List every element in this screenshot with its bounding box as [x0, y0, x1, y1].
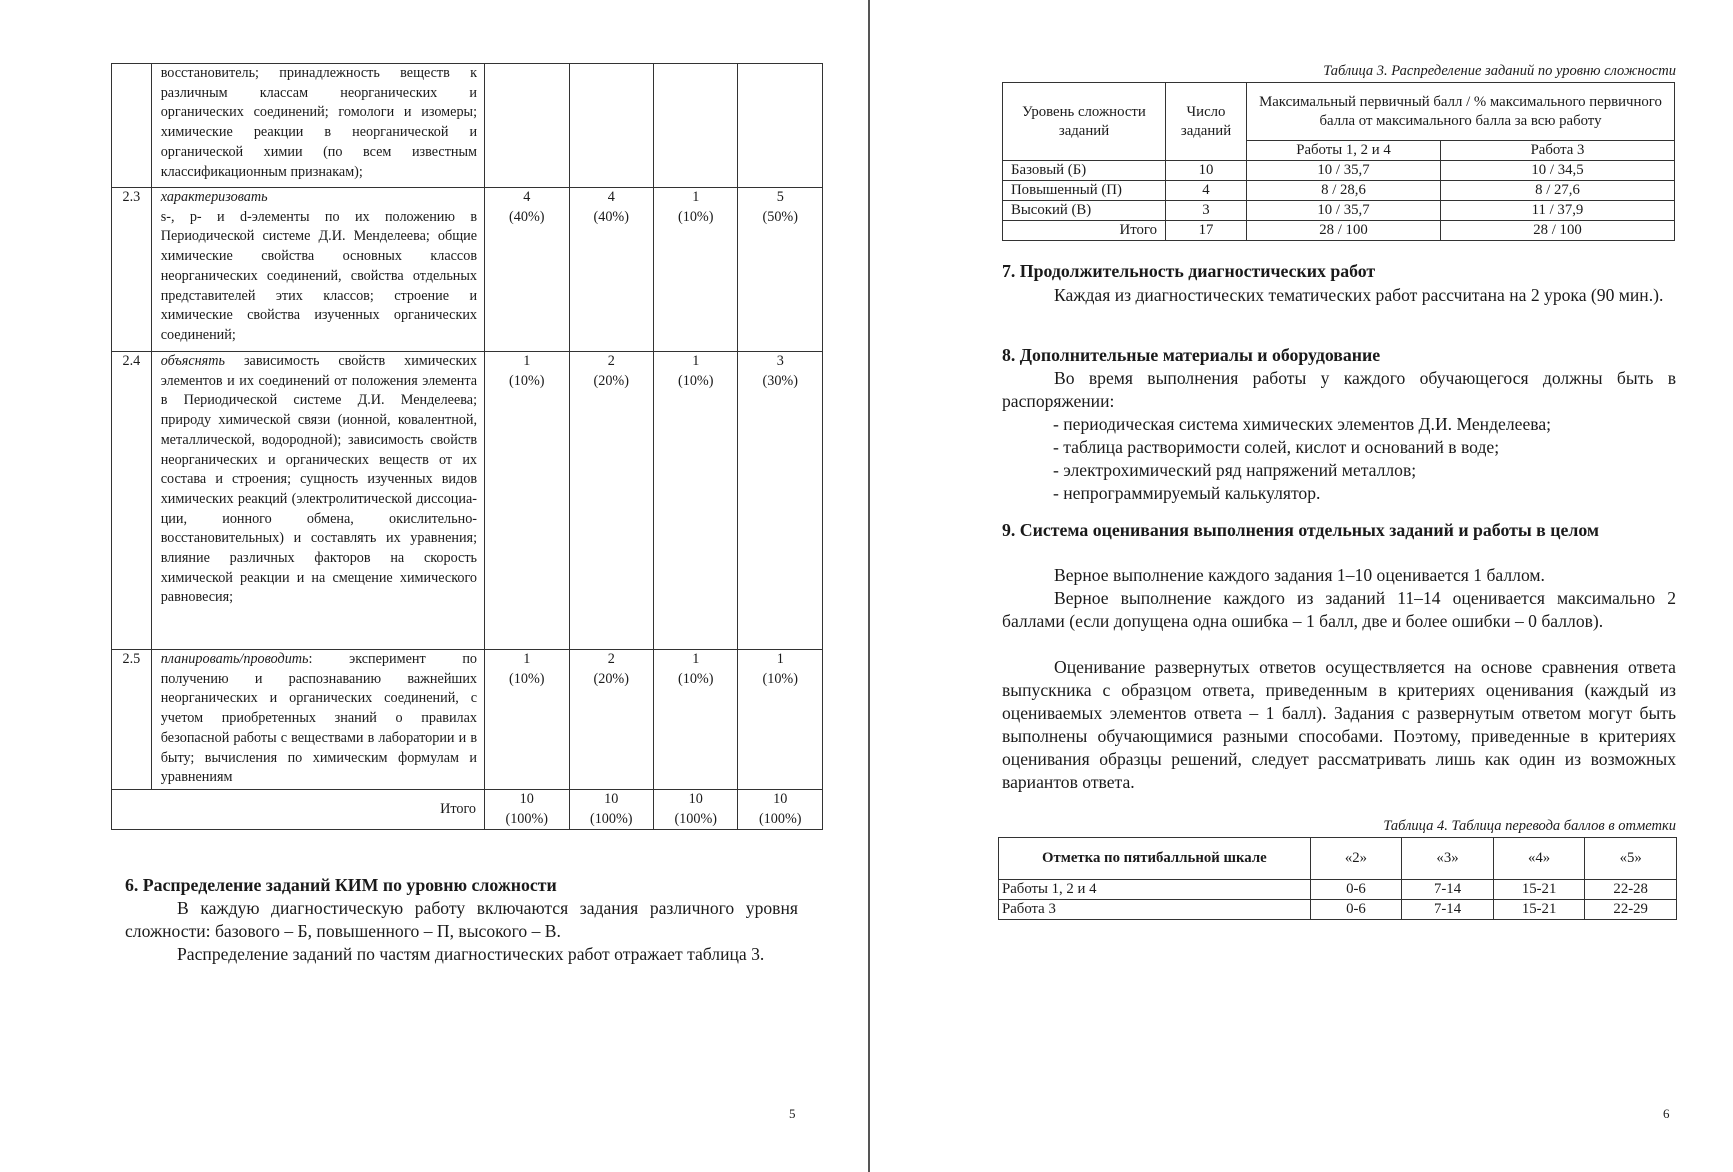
- cell-work-4: 3 (30%): [738, 352, 823, 650]
- header-works-1-2-4: Работы 1, 2 и 4: [1247, 141, 1441, 161]
- grade-conversion-table: [998, 837, 1677, 920]
- equipment-list-item: - периодическая система химических элементов Д.И. Менделеева;: [1053, 414, 1552, 434]
- level-cell: Высокий (В): [1003, 201, 1166, 221]
- grade-5-cell: 22-28: [1585, 880, 1677, 900]
- row-description: [151, 650, 484, 790]
- page-number: 6: [1663, 1106, 1670, 1121]
- table-row: [1003, 161, 1675, 181]
- level-cell: Повышенный (П): [1003, 181, 1166, 201]
- header-grade-3: «3»: [1402, 838, 1494, 880]
- table-4-caption: Таблица 4. Таблица перевода баллов в отметки: [1383, 818, 1676, 834]
- cell-work-1: 1 (10%): [485, 352, 569, 650]
- row-skill-text: восстановитель; принадлежность веществ к различным классам неорганических и органических соединений; гомологи и изомеры; химические реакции в неорганической и органической химии (по всем известным классификационным признакам);: [160, 65, 478, 180]
- section-6-title: 6. Распределение заданий КИМ по уровню сложности: [125, 875, 557, 895]
- total-work-3-cell: 28 / 100: [1441, 221, 1675, 241]
- cell-work-3: 1 (10%): [654, 352, 738, 650]
- section-9-paragraph-3: Оценивание развернутых ответов осуществляется на основе сравнения ответа выпускника с образцом ответа, приведенным в критериях оценивания (каждый из оцениваемых элементов ответа – 1 балл). Задания с развернутым ответом могут быть выполнены обучающимися разными способами. Поэтому, приведенные в критериях оценивания образцы решений, следует рассматривать лишь как один из возможных вариантов ответа.: [1002, 657, 1676, 792]
- work-3-cell: 11 / 37,9: [1441, 201, 1675, 221]
- section-9-title: 9. Система оценивания выполнения отдельных заданий и работы в целом: [1002, 520, 1599, 540]
- row-label: Работы 1, 2 и 4: [999, 880, 1311, 900]
- row-number: [112, 64, 152, 188]
- cell-work-2: [569, 64, 653, 188]
- section-6-paragraph-1: В каждую диагностическую работу включаются задания различного уровня сложности: базового – Б, повышенного – П, высокого – В.: [125, 898, 798, 941]
- grade-4-cell: 15-21: [1493, 900, 1585, 920]
- row-description: [151, 188, 484, 352]
- page-number: 5: [789, 1106, 796, 1121]
- cell-work-4: [738, 64, 823, 188]
- grade-5-cell: 22-29: [1585, 900, 1677, 920]
- row-skill-text: зависимость свойств химических элементов и их соединений от положения элемента в Периодической системе Д.И. Менделеева; природу химической связи (ионной, ковалентной, металлической, водородной); зависимость свойств неорганических и органических веществ от их состава и строения; сущность изученных видов химических реакций (электролитической диссоциации, ионного обмена, окислительно-восстановительных) и составлять их уравнения; влияние различных факторов на скорость химической реакции и на смещение химического равновесия;: [160, 353, 478, 606]
- table-row: [999, 900, 1677, 920]
- table-header-row: [1003, 83, 1675, 141]
- row-number: 2.3: [112, 188, 152, 352]
- total-works-1-2-4-cell: 28 / 100: [1247, 221, 1441, 241]
- grade-3-cell: 7-14: [1402, 900, 1494, 920]
- level-cell: Базовый (Б): [1003, 161, 1166, 181]
- table-row: [112, 650, 823, 790]
- header-grade-5: «5»: [1585, 838, 1677, 880]
- total-work-2: 10 (100%): [569, 790, 653, 830]
- section-7-paragraph-1: Каждая из диагностических тематических работ рассчитана на 2 урока (90 мин.).: [1054, 285, 1664, 305]
- equipment-list-item: - таблица растворимости солей, кислот и оснований в воде;: [1053, 437, 1500, 457]
- header-count: Число заданий: [1166, 83, 1247, 161]
- total-work-1: 10 (100%): [485, 790, 569, 830]
- cell-work-1: [485, 64, 569, 188]
- works-1-2-4-cell: 10 / 35,7: [1247, 161, 1441, 181]
- row-number: 2.5: [112, 650, 152, 790]
- grade-2-cell: 0-6: [1310, 900, 1402, 920]
- section-7-title: 7. Продолжительность диагностических работ: [1002, 261, 1376, 281]
- section-9-paragraph-1: Верное выполнение каждого задания 1–10 оценивается 1 баллом.: [1054, 565, 1545, 585]
- row-skill-text: s-, p- и d-элементы по их положению в Периодической системе Д.И. Менделеева; общие химические свойства основных классов неорганических соединений, свойства отдельных представителей этих классов; строение и химические свойства изученных органических соединений;: [160, 208, 478, 343]
- total-work-3: 10 (100%): [654, 790, 738, 830]
- cell-work-2: 2 (20%): [569, 650, 653, 790]
- works-1-2-4-cell: 10 / 35,7: [1247, 201, 1441, 221]
- equipment-list-item: - непрограммируемый калькулятор.: [1053, 483, 1321, 503]
- total-label: Итого: [112, 790, 485, 830]
- row-label: Работа 3: [999, 900, 1311, 920]
- row-skill-verb: планировать/проводить: [160, 651, 309, 667]
- header-max-score: Максимальный первичный балл / % максимального первичного балла от максимального балла за всю работу: [1247, 83, 1675, 141]
- equipment-list-item: - электрохимический ряд напряжений металлов;: [1053, 460, 1417, 480]
- table-row: [112, 64, 823, 188]
- table-row: [999, 880, 1677, 900]
- row-number: 2.4: [112, 352, 152, 650]
- total-work-4: 10 (100%): [738, 790, 823, 830]
- cell-work-3: 1 (10%): [654, 650, 738, 790]
- header-work-3: Работа 3: [1441, 141, 1675, 161]
- cell-work-2: 4 (40%): [569, 188, 653, 352]
- work-3-cell: 8 / 27,6: [1441, 181, 1675, 201]
- works-1-2-4-cell: 8 / 28,6: [1247, 181, 1441, 201]
- grade-2-cell: 0-6: [1310, 880, 1402, 900]
- table-header-row: [999, 838, 1677, 880]
- total-count-cell: 17: [1166, 221, 1247, 241]
- grade-4-cell: 15-21: [1493, 880, 1585, 900]
- row-description: [151, 64, 484, 188]
- difficulty-distribution-table: [1002, 82, 1675, 241]
- header-grade-4: «4»: [1493, 838, 1585, 880]
- work-3-cell: 10 / 34,5: [1441, 161, 1675, 181]
- cell-work-2: 2 (20%): [569, 352, 653, 650]
- row-skill-verb: характеризовать: [160, 189, 268, 205]
- cell-work-4: 5 (50%): [738, 188, 823, 352]
- table-total-row: [112, 790, 823, 830]
- cell-work-3: [654, 64, 738, 188]
- table-total-row: [1003, 221, 1675, 241]
- section-9-paragraph-2: Верное выполнение каждого из заданий 11–14 оценивается максимально 2 баллами (если допущена одна ошибка – 1 балл, две и более ошибки – 0 баллов).: [1002, 588, 1676, 631]
- row-description: [151, 352, 484, 650]
- count-cell: 10: [1166, 161, 1247, 181]
- total-level-cell: Итого: [1003, 221, 1166, 241]
- page-divider: [868, 0, 870, 1172]
- grade-3-cell: 7-14: [1402, 880, 1494, 900]
- competency-table: [111, 63, 823, 830]
- count-cell: 4: [1166, 181, 1247, 201]
- table-3-caption: Таблица 3. Распределение заданий по уровню сложности: [1323, 63, 1676, 79]
- row-skill-text: : эксперимент по получению и распознаванию важнейших неорганических и органических соединений, с учетом приобретенных знаний о правилах безопасной работы с веществами в лаборатории и в быту; вычисления по химическим формулам и уравнениям: [160, 651, 478, 786]
- header-grade-2: «2»: [1310, 838, 1402, 880]
- cell-work-1: 4 (40%): [485, 188, 569, 352]
- section-6-paragraph-2: Распределение заданий по частям диагностических работ отражает таблица 3.: [177, 944, 765, 964]
- table-row: [112, 352, 823, 650]
- table-row: [1003, 201, 1675, 221]
- table-row: [1003, 181, 1675, 201]
- section-8-title: 8. Дополнительные материалы и оборудование: [1002, 345, 1381, 365]
- row-skill-verb: объяснять: [160, 353, 225, 369]
- cell-work-1: 1 (10%): [485, 650, 569, 790]
- cell-work-4: 1 (10%): [738, 650, 823, 790]
- table-row: [112, 188, 823, 352]
- header-grade-scale: Отметка по пятибалльной шкале: [999, 838, 1311, 880]
- cell-work-3: 1 (10%): [654, 188, 738, 352]
- count-cell: 3: [1166, 201, 1247, 221]
- header-level: Уровень сложности заданий: [1003, 83, 1166, 161]
- section-8-paragraph-1: Во время выполнения работы у каждого обучающегося должны быть в распоряжении:: [1002, 368, 1676, 411]
